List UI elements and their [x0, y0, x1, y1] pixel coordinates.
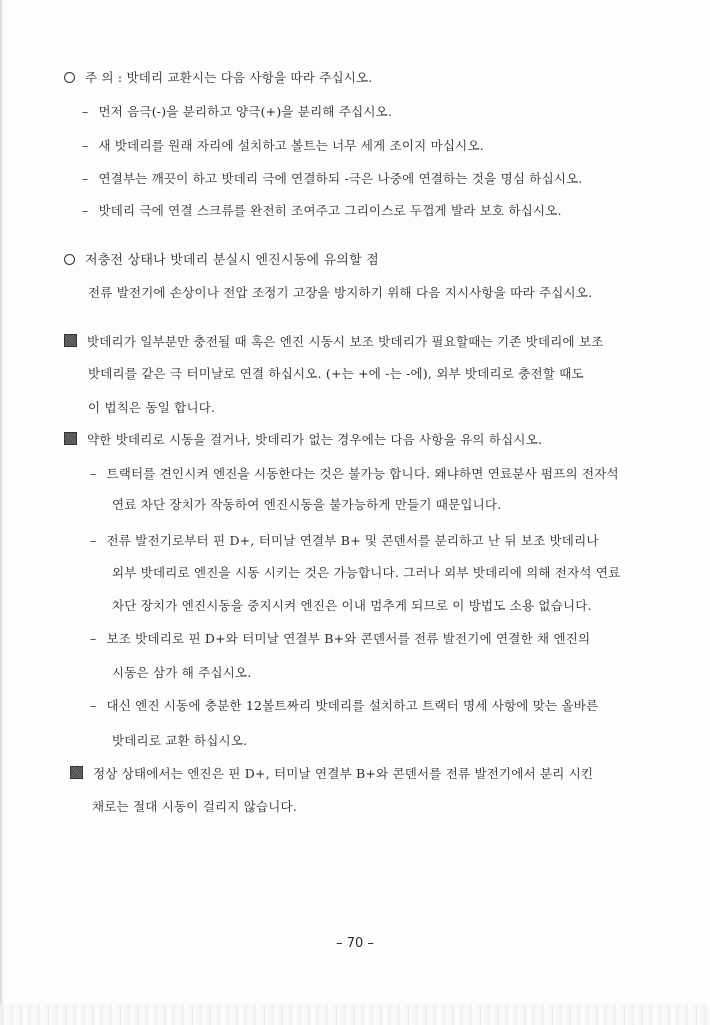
section2-intro: 전류 발전기에 손상이나 전압 조정기 고장을 방지하기 위해 다음 지시사항을 따라 주십시오.: [88, 285, 593, 300]
dash-icon: –: [90, 466, 97, 481]
block3-line-2: 채로는 절대 시동이 걸리지 않습니다.: [92, 799, 297, 814]
caution-item-4: [82, 203, 562, 219]
block2-item-3-line-2: 시동은 삼가 해 주십시오.: [112, 665, 252, 680]
block2-title-text: 약한 밧데리로 시동을 걸거나, 밧데리가 없는 경우에는 다음 사항을 유의 하십시오.: [87, 432, 543, 447]
square-bullet-icon: [70, 766, 83, 779]
block1-text: 밧데리가 일부분만 충전될 때 혹은 엔진 시동시 보조 밧데리가 필요할때는 기존 밧데리에 보조: [87, 334, 604, 349]
block2-item-2-line-1: [90, 533, 599, 549]
dash-icon: –: [90, 533, 97, 548]
caution-item-text: 새 밧데리를 원래 자리에 설치하고 볼트는 너무 세게 조이지 마십시오.: [98, 138, 484, 153]
square-bullet-icon: [64, 334, 77, 347]
scan-artifact-strip: [0, 1004, 710, 1025]
block2-item-text: 전류 발전기로부터 핀 D+, 터미날 연결부 B+ 및 콘덴서를 분리하고 난 뒤 보조 밧데리나: [106, 533, 599, 548]
block2-item-text: 보조 밧데리로 핀 D+와 터미날 연결부 B+와 콘덴서를 전류 발전기에 연결한 채 엔진의: [106, 631, 591, 646]
block2-item-1-line-1: [90, 466, 619, 482]
caution-title: [64, 70, 372, 86]
caution-item-text: 밧데리 극에 연결 스크류를 완전히 조여주고 그리이스로 두껍게 발라 보호 하십시오.: [98, 203, 562, 218]
dash-icon: –: [82, 138, 89, 153]
block2-item-text: 대신 엔진 시동에 충분한 12볼트짜리 밧데리를 설치하고 트랙터 명세 사항에 맞는 올바른: [106, 698, 599, 713]
caution-title-text: 주 의 : 밧데리 교환시는 다음 사항을 따라 주십시오.: [85, 70, 373, 85]
block2-item-4-line-2: 밧데리로 교환 하십시오.: [112, 733, 248, 748]
block3-line-1: [70, 766, 593, 782]
block2-title: [64, 432, 542, 448]
block2-item-2-line-3: 차단 장치가 엔진시동을 중지시켜 엔진은 이내 멈추게 되므로 이 방법도 소용 없습니다.: [112, 598, 592, 613]
section2-title: [64, 253, 379, 269]
caution-item-1: [82, 104, 392, 120]
square-bullet-icon: [64, 432, 77, 445]
dash-icon: –: [90, 698, 97, 713]
block3-text: 정상 상태에서는 엔진은 핀 D+, 터미날 연결부 B+와 콘덴서를 전류 발전기에서 분리 시킨: [93, 766, 594, 781]
scan-shadow: [0, 0, 4, 1025]
caution-item-text: 먼저 음극(-)을 분리하고 양극(+)을 분리해 주십시오.: [98, 104, 393, 119]
dash-icon: –: [82, 104, 89, 119]
block1-line-1: [64, 334, 604, 350]
block2-item-3-line-1: [90, 631, 590, 647]
circle-bullet-icon: [64, 72, 75, 83]
dash-icon: –: [82, 203, 89, 218]
section2-title-text: 저충전 상태나 밧데리 분실시 엔진시동에 유의할 점: [85, 253, 379, 268]
block2-item-text: 트랙터를 견인시켜 엔진을 시동한다는 것은 불가능 합니다. 왜냐하면 연료분사 펌프의 전자석: [106, 466, 619, 481]
circle-bullet-icon: [64, 254, 75, 265]
block1-line-2: 밧데리를 같은 극 터미날로 연결 하십시오. (+는 +에 -는 -에), 외부 밧데리로 충전할 때도: [88, 366, 584, 381]
dash-icon: –: [82, 171, 89, 186]
caution-item-3: [82, 171, 583, 187]
block1-line-3: 이 법칙은 동일 합니다.: [88, 400, 216, 415]
dash-icon: –: [90, 631, 97, 646]
block2-item-2-line-2: 외부 밧데리로 엔진을 시동 시키는 것은 가능합니다. 그러나 외부 밧데리에 의해 전자석 연료: [112, 565, 621, 580]
block2-item-1-line-2: 연료 차단 장치가 작동하여 엔진시동을 불가능하게 만들기 때문입니다.: [112, 497, 502, 512]
caution-item-text: 연결부는 깨끗이 하고 밧데리 극에 연결하되 -극은 나중에 연결하는 것을 명심 하십시오.: [98, 171, 583, 186]
page-number: – 70 –: [336, 936, 374, 951]
block2-item-4-line-1: [90, 698, 598, 714]
caution-item-2: [82, 138, 484, 154]
